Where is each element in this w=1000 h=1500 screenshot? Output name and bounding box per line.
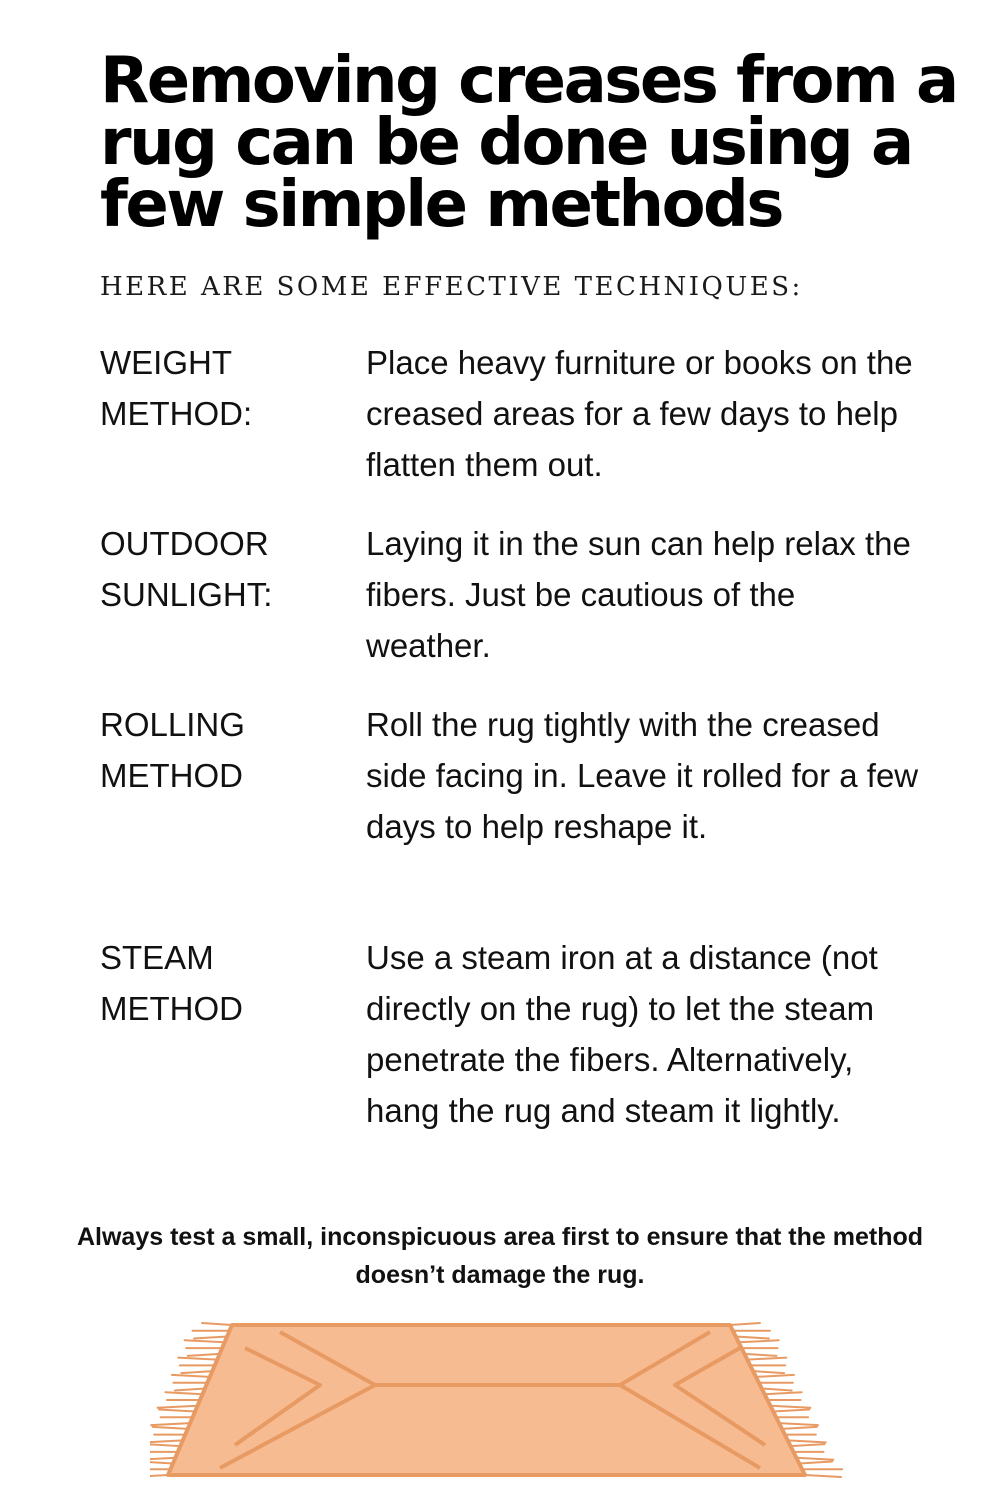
method-description: Place heavy furniture or books on the creased areas for a few days to help flatten them out. (366, 344, 913, 483)
fringe-strand (150, 1458, 175, 1460)
fringe-strand (188, 1354, 220, 1356)
fringe-strand (150, 1440, 183, 1442)
fringe-strand (150, 1475, 168, 1477)
fringe-strand (779, 1423, 818, 1425)
method-name: WEIGHT METHOD: (100, 344, 253, 432)
method-description: Roll the rug tightly with the creased side facing in. Leave it rolled for a few days to help reshape it. (366, 706, 919, 845)
fringe-strand (796, 1458, 833, 1460)
fringe-strand (175, 1388, 205, 1390)
method-description: Use a steam iron at a distance (not directly on the rug) to let the steam penetrate the fibers. Alternatively, hang the rug and steam it lightly. (366, 939, 878, 1129)
fringe-strand (736, 1337, 769, 1339)
fringe-strand (791, 1444, 825, 1446)
fringe-strand (158, 1406, 198, 1408)
fringe-strand (165, 1392, 202, 1394)
caution-note: Always test a small, inconspicuous area first to ensure that the method doesn’t damage the rug. (76, 1223, 924, 1289)
fringe-strand (756, 1375, 794, 1377)
fringe-strand (730, 1323, 760, 1325)
fringe-strand (770, 1406, 810, 1408)
fringe-strand (159, 1410, 195, 1412)
fringe-strand (753, 1371, 784, 1373)
fringe-strand (172, 1375, 210, 1377)
fringe-strand (150, 1444, 180, 1446)
fringe-strand (747, 1358, 786, 1360)
fringe-strand (151, 1423, 190, 1425)
page-title: Removing creases from a rug can be done using a few simple methods (100, 44, 957, 242)
method-name: ROLLING METHOD (100, 706, 245, 794)
fringe-strand (739, 1340, 779, 1342)
fringe-strand (799, 1461, 832, 1463)
fringe-strand (744, 1354, 776, 1356)
fringe-strand (150, 1461, 173, 1463)
fringe-strand (782, 1427, 817, 1429)
fringe-strand (788, 1440, 826, 1442)
fringe-strand (805, 1475, 841, 1477)
method-name: STEAM METHOD (100, 939, 243, 1027)
fringe-strand (153, 1427, 188, 1429)
fringe-strand (773, 1410, 809, 1412)
rug-body (168, 1325, 805, 1475)
section-subtitle: HERE ARE SOME EFFECTIVE TECHNIQUES: (100, 272, 803, 302)
fringe-strand (765, 1392, 802, 1394)
fringe-strand (194, 1337, 227, 1339)
rug-illustration (150, 1310, 850, 1490)
method-description: Laying it in the sun can help relax the fibers. Just be cautious of the weather. (366, 525, 911, 664)
fringe-strand (178, 1358, 217, 1360)
fringe-strand (202, 1323, 232, 1325)
fringe-strand (181, 1371, 212, 1373)
method-name: OUTDOOR SUNLIGHT: (100, 525, 273, 613)
fringe-strand (762, 1388, 792, 1390)
fringe-strand (185, 1340, 225, 1342)
